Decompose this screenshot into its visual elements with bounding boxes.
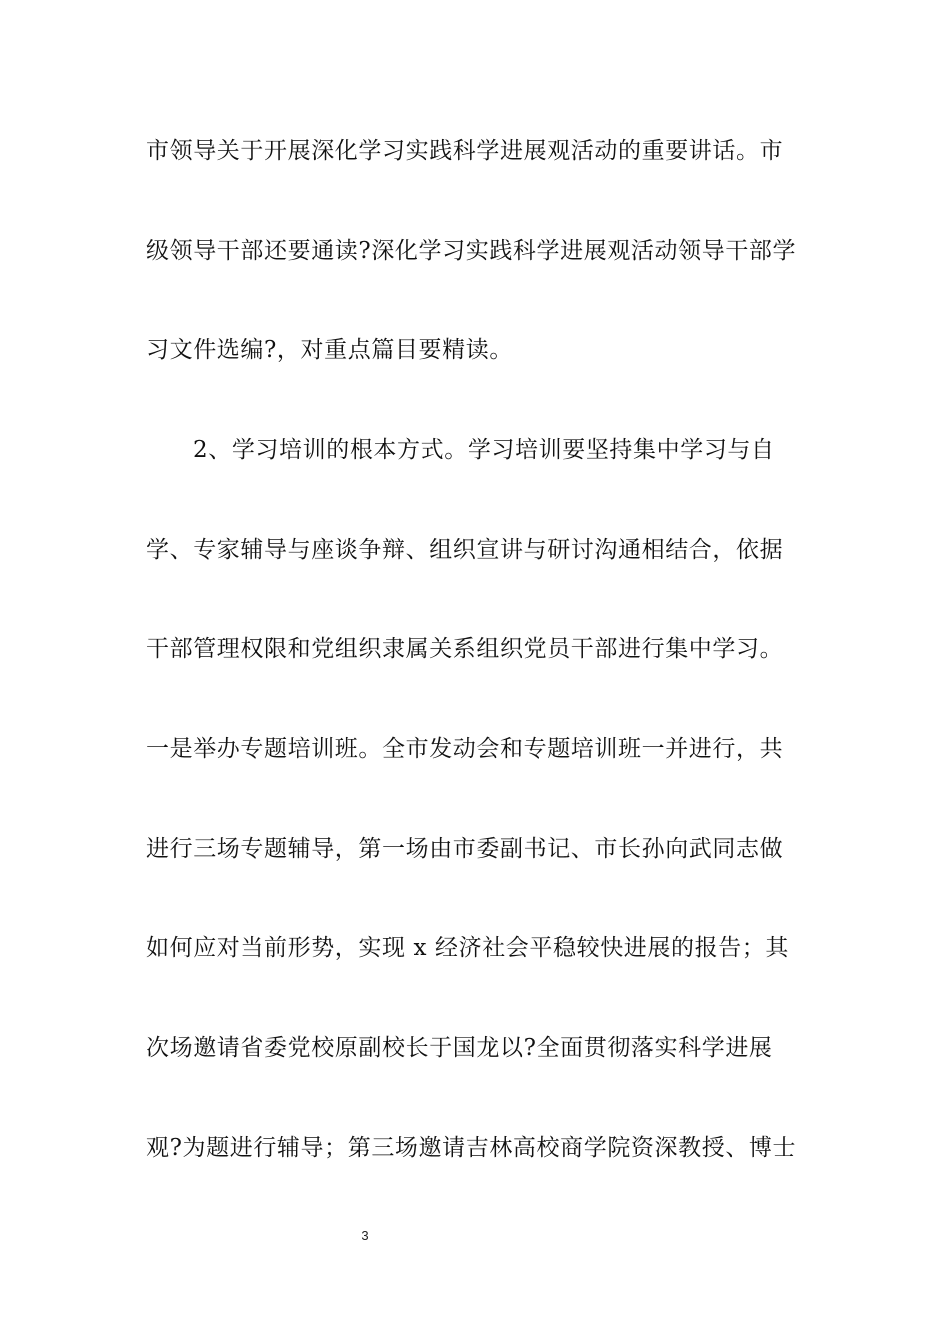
text-line: 一是举办专题培训班。全市发动会和专题培训班一并进行，共: [146, 736, 784, 762]
page-number: 3: [361, 1228, 369, 1243]
text-line: 习文件选编?，对重点篇目要精读。: [146, 337, 513, 363]
text-line: 干部管理权限和党组织隶属关系组织党员干部进行集中学习。: [146, 636, 784, 662]
text-line: 次场邀请省委党校原副校长于国龙以?全面贯彻落实科学进展: [146, 1035, 773, 1061]
text-line: 级领导干部还要通读?深化学习实践科学进展观活动领导干部学: [146, 238, 797, 264]
paragraph-start-line: 2、学习培训的根本方式。学习培训要坚持集中学习与自: [193, 437, 775, 463]
text-line: 市领导关于开展深化学习实践科学进展观活动的重要讲话。市: [146, 138, 784, 164]
text-line: 如何应对当前形势，实现 x 经济社会平稳较快进展的报告；其: [146, 935, 789, 961]
text-line: 进行三场专题辅导，第一场由市委副书记、市长孙向武同志做: [146, 836, 784, 862]
text-line: 学、专家辅导与座谈争辩、组织宣讲与研讨沟通相结合，依据: [146, 537, 784, 563]
text-line: 观?为题进行辅导；第三场邀请吉林高校商学院资深教授、博士: [146, 1135, 797, 1161]
